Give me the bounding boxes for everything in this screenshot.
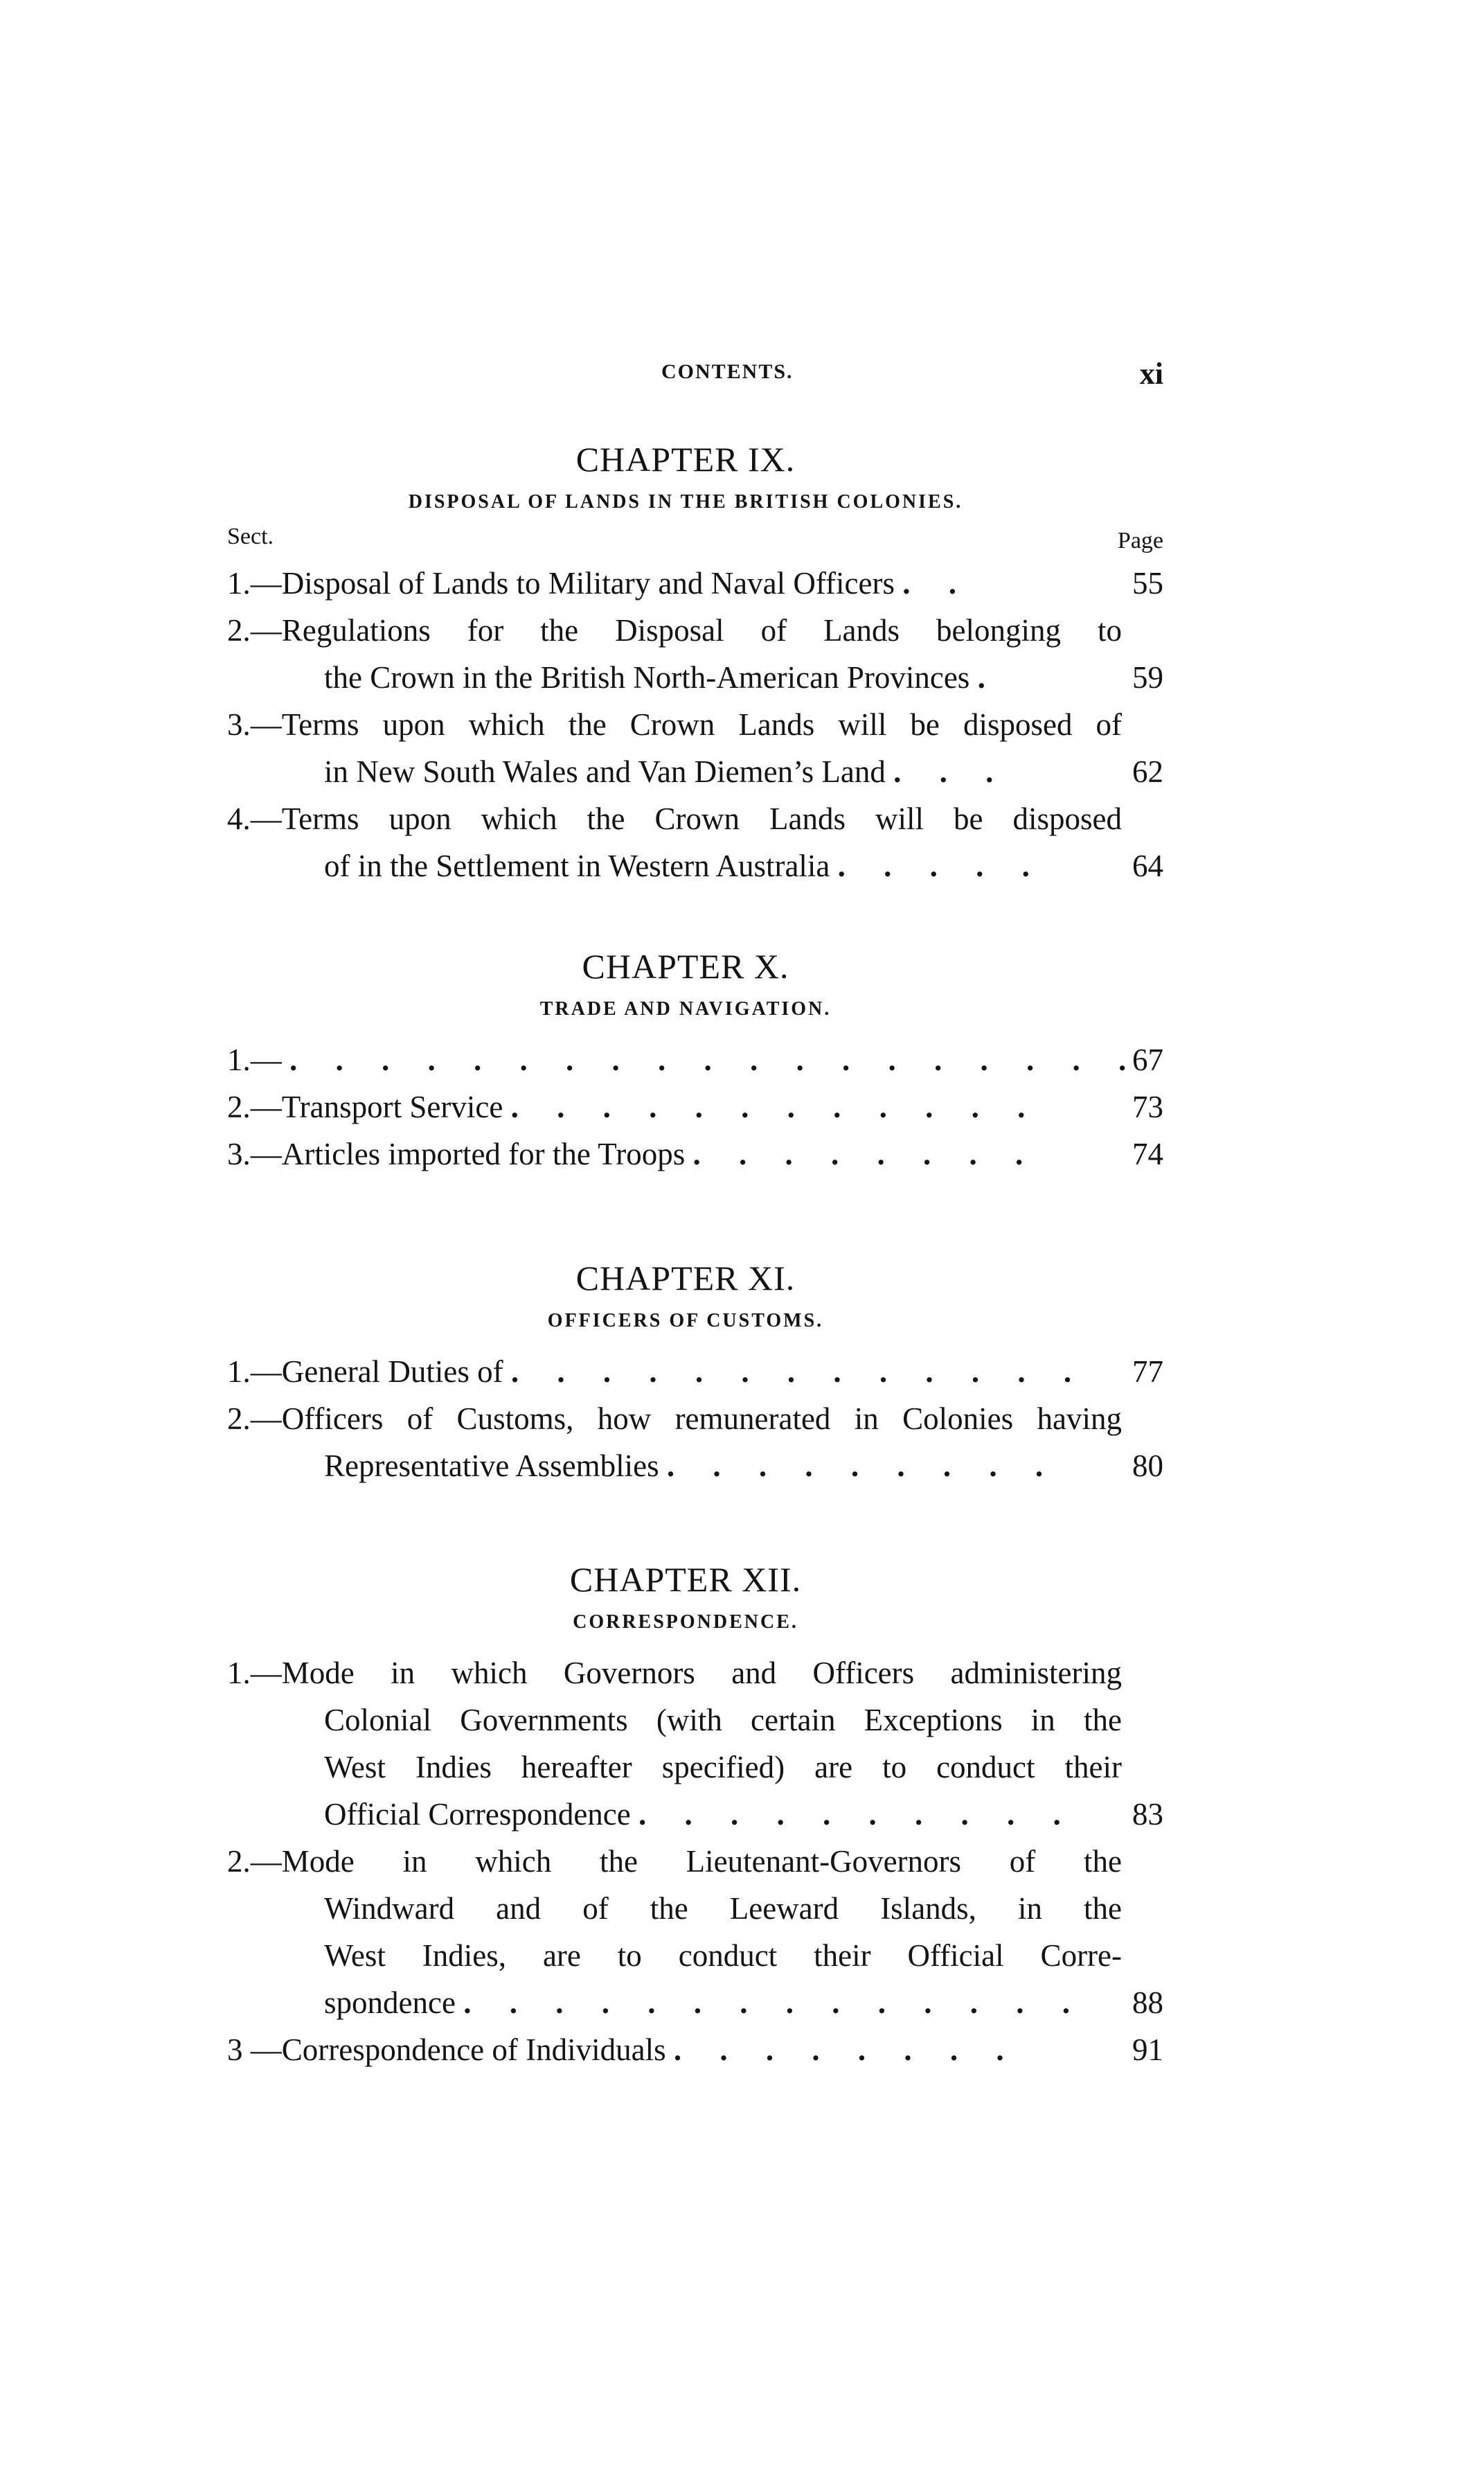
chapter-subtitle: OFFICERS OF CUSTOMS. [547, 1310, 824, 1331]
dot-leader: . . . . . . . . . . . . . . [463, 1985, 1085, 2020]
toc-entry [208, 795, 1163, 889]
dot-leader: . . . [893, 754, 1009, 789]
chapter-subtitle: CORRESPONDENCE. [573, 1611, 798, 1633]
page-header [208, 357, 1163, 402]
chapter-heading: CHAPTER IX. [575, 440, 796, 479]
dot-leader: . . [902, 566, 972, 601]
toc-entry-line [208, 1932, 1163, 1979]
page-column-label: Page [1117, 528, 1163, 553]
toc-page-number: 74 [1132, 1137, 1163, 1171]
dot-leader: . . . . . . . . . . [638, 1797, 1076, 1832]
toc-entry-line [208, 795, 1163, 842]
dot-leader: . . . . . [837, 849, 1045, 883]
toc-entry-text: 2.—Mode in which the Lieutenant-Governors of the [227, 1844, 1122, 1879]
toc-entry-line [208, 748, 1163, 795]
toc-entry-line [208, 1131, 1163, 1178]
toc-entry [208, 1083, 1163, 1131]
toc-entry-text: 4.—Terms upon which the Crown Lands will be disposed [227, 801, 1122, 836]
page-number: xi [1139, 357, 1163, 391]
toc-entry [208, 2026, 1163, 2073]
toc-entry-text: 1.—Mode in which Governors and Officers administering [227, 1656, 1122, 1690]
toc-entry-text: 3 —Correspondence of Individuals [227, 2032, 666, 2067]
toc-entry-text: the Crown in the British North-American Provinces [324, 660, 970, 695]
toc-entry [208, 607, 1163, 701]
toc-entry-line [208, 1744, 1163, 1791]
toc-entry-text: Official Correspondence [324, 1797, 631, 1832]
toc-entry [208, 1649, 1163, 1838]
dot-leader: . . . . . . . . . . . . . . . . . . . [289, 1043, 1142, 1077]
toc-page-number: 64 [1132, 849, 1163, 883]
toc-entry [208, 1131, 1163, 1178]
toc-entry-text: Colonial Governments (with certain Exceptions in the [324, 1703, 1122, 1737]
toc-entry-line [208, 560, 1163, 607]
toc-entry-line [208, 1442, 1163, 1489]
toc-entry-line [208, 1979, 1163, 2026]
toc-entry-text: spondence [324, 1985, 456, 2020]
toc-entry-text: 2.—Officers of Customs, how remunerated in Colonies having [227, 1401, 1122, 1436]
toc-page-number: 91 [1132, 2032, 1163, 2067]
running-title: CONTENTS. [661, 360, 794, 383]
toc-entry-line [208, 701, 1163, 748]
toc-page-number: 59 [1132, 660, 1163, 695]
toc-entry-line [208, 2026, 1163, 2073]
dot-leader: . . . . . . . . [692, 1137, 1039, 1171]
dot-leader: . . . . . . . . . . . . [510, 1090, 1041, 1124]
toc-entry-text: 2.—Regulations for the Disposal of Lands belonging to [227, 613, 1122, 648]
toc-entry-text: 1.—Disposal of Lands to Military and Naval Officers [227, 566, 895, 601]
chapter-xi [208, 1254, 1163, 1489]
toc-entry-line [208, 1083, 1163, 1131]
toc-entry-line [208, 607, 1163, 654]
toc-entry-line [208, 1791, 1163, 1838]
toc-entry-text: West Indies hereafter specified) are to conduct their [324, 1750, 1122, 1784]
dot-leader: . . . . . . . . [673, 2032, 1019, 2067]
toc-entry [208, 701, 1163, 795]
toc-page-number: 77 [1132, 1354, 1163, 1389]
toc-entry-line [208, 842, 1163, 889]
toc-entry-line [208, 1036, 1163, 1083]
dot-leader: . . . . . . . . . [666, 1448, 1059, 1483]
toc-entry-text: 3.—Terms upon which the Crown Lands will be disposed of [227, 707, 1122, 742]
dot-leader: . . . . . . . . . . . . . [510, 1354, 1087, 1389]
toc-entry-text: 1.—General Duties of [227, 1354, 503, 1389]
dot-leader: . [977, 660, 1001, 695]
toc-page-number: 67 [1132, 1043, 1163, 1077]
toc-entry-line [208, 1348, 1163, 1395]
toc-entry-line [208, 1838, 1163, 1885]
toc-page-number: 88 [1132, 1985, 1163, 2020]
column-headers [208, 521, 1163, 560]
toc-entry-text: 3.—Articles imported for the Troops [227, 1137, 686, 1171]
toc-entry-text: Windward and of the Leeward Islands, in the [324, 1891, 1122, 1926]
toc-entry [208, 1838, 1163, 2026]
chapter-subtitle: TRADE AND NAVIGATION. [539, 998, 832, 1020]
toc-entry-line [208, 1649, 1163, 1696]
chapter-xii [208, 1555, 1163, 2073]
toc-entry-text: in New South Wales and Van Diemen’s Land [324, 754, 886, 789]
toc-entry [208, 1348, 1163, 1395]
toc-entry-text: 1.— [227, 1043, 282, 1077]
chapter-x [208, 942, 1163, 1178]
chapter-subtitle: DISPOSAL OF LANDS IN THE BRITISH COLONIES. [408, 491, 963, 513]
toc-entry-text: of in the Settlement in Western Australia [324, 849, 830, 883]
toc-entry-text: West Indies, are to conduct their Official Corre- [324, 1938, 1122, 1973]
toc-entry-text: Representative Assemblies [324, 1448, 659, 1483]
chapter-heading: CHAPTER XI. [575, 1259, 796, 1297]
chapter-heading: CHAPTER XII. [569, 1560, 802, 1599]
chapter-ix [208, 435, 1163, 889]
toc-entry-line [208, 1885, 1163, 1932]
toc-entry [208, 1395, 1163, 1489]
chapter-heading: CHAPTER X. [582, 947, 789, 986]
toc-page-number: 73 [1132, 1090, 1163, 1124]
toc-entry-line [208, 1395, 1163, 1442]
toc-entry-line [208, 654, 1163, 701]
toc-page-number: 83 [1132, 1797, 1163, 1832]
toc-page-number: 55 [1132, 566, 1163, 601]
toc-page-number: 80 [1132, 1448, 1163, 1483]
toc-page-number: 62 [1132, 754, 1163, 789]
toc-entry-text: 2.—Transport Service [227, 1090, 503, 1124]
toc-entry [208, 1036, 1163, 1083]
sect-column-label: Sect. [227, 524, 274, 549]
toc-entry-line [208, 1696, 1163, 1744]
toc-entry [208, 560, 1163, 607]
